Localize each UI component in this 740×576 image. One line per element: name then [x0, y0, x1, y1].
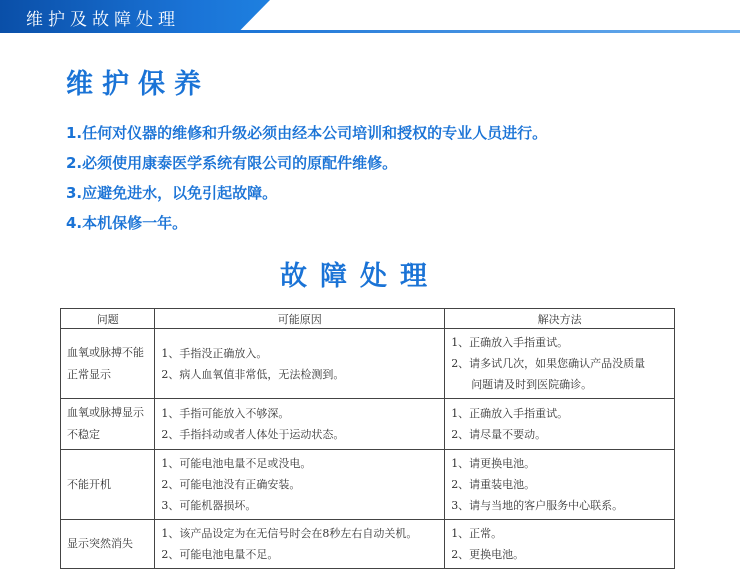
cause-line: 2、可能电池没有正确安装。	[161, 478, 301, 491]
solution-line: 2、更换电池。	[451, 548, 525, 561]
cause-line: 1、可能电池电量不足或没电。	[161, 457, 312, 470]
solution-cell	[445, 520, 675, 569]
cause-line: 1、手指可能放入不够深。	[161, 407, 290, 420]
solution-cell	[445, 399, 675, 450]
maintenance-rules	[66, 122, 547, 242]
problem-cell: 显示突然消失	[61, 520, 155, 569]
cause-cell	[155, 399, 445, 450]
header-title: 维护及故障处理	[26, 10, 180, 30]
table-row	[61, 520, 675, 569]
cause-line: 2、病人血氧值非常低，无法检测到。	[161, 367, 345, 381]
rule-item: 1.任何对仪器的维修和升级必须由经本公司培训和授权的专业人员进行。	[66, 124, 548, 142]
problem-cell: 血氧或脉搏显示不稳定	[61, 399, 155, 450]
column-header-cause: 可能原因	[155, 309, 445, 329]
solution-cell	[445, 450, 675, 520]
table-row	[61, 399, 675, 450]
solution-line: 1、正确放入手指重试。	[451, 336, 569, 349]
solution-line: 1、请更换电池。	[451, 457, 536, 470]
header-divider	[230, 30, 740, 33]
solution-line: 1、正常。	[451, 527, 503, 540]
cause-line: 1、该产品设定为在无信号时会在8秒左右自动关机。	[161, 527, 418, 540]
cause-cell	[155, 520, 445, 569]
table-header-row	[61, 309, 675, 329]
solution-line: 1、正确放入手指重试。	[451, 407, 569, 420]
cause-line: 2、可能电池电量不足。	[161, 548, 279, 561]
troubleshooting-table	[60, 308, 675, 569]
rule-item: 2.必须使用康泰医学系统有限公司的原配件维修。	[66, 154, 398, 172]
cause-line: 3、可能机器损坏。	[161, 499, 257, 512]
solution-line: 3、请与当地的客户服务中心联系。	[451, 499, 624, 512]
table-row	[61, 329, 675, 399]
cause-line: 2、手指抖动或者人体处于运动状态。	[161, 428, 345, 441]
solution-line: 2、请多试几次，如果您确认产品没质量	[451, 357, 646, 370]
solution-line: 2、请重装电池。	[451, 478, 536, 491]
cause-line: 1、手指没正确放入。	[161, 346, 268, 360]
solution-line: 问题请及时到医院确诊。	[471, 378, 593, 391]
solution-line: 2、请尽量不要动。	[451, 428, 547, 441]
problem-cell: 不能开机	[61, 450, 155, 520]
table-row	[61, 450, 675, 520]
maintenance-title: 维护保养	[66, 69, 210, 100]
cause-cell	[155, 450, 445, 520]
solution-cell	[445, 329, 675, 399]
rule-item: 3.应避免进水，以免引起故障。	[66, 184, 278, 202]
header-band	[0, 0, 740, 34]
cause-cell	[155, 329, 445, 399]
troubleshooting-title: 故障处理	[280, 261, 440, 292]
problem-cell: 血氧或脉搏不能正常显示	[61, 329, 155, 399]
column-header-solution: 解决方法	[445, 309, 675, 329]
rule-item: 4.本机保修一年。	[66, 214, 188, 232]
column-header-problem: 问题	[61, 309, 155, 329]
